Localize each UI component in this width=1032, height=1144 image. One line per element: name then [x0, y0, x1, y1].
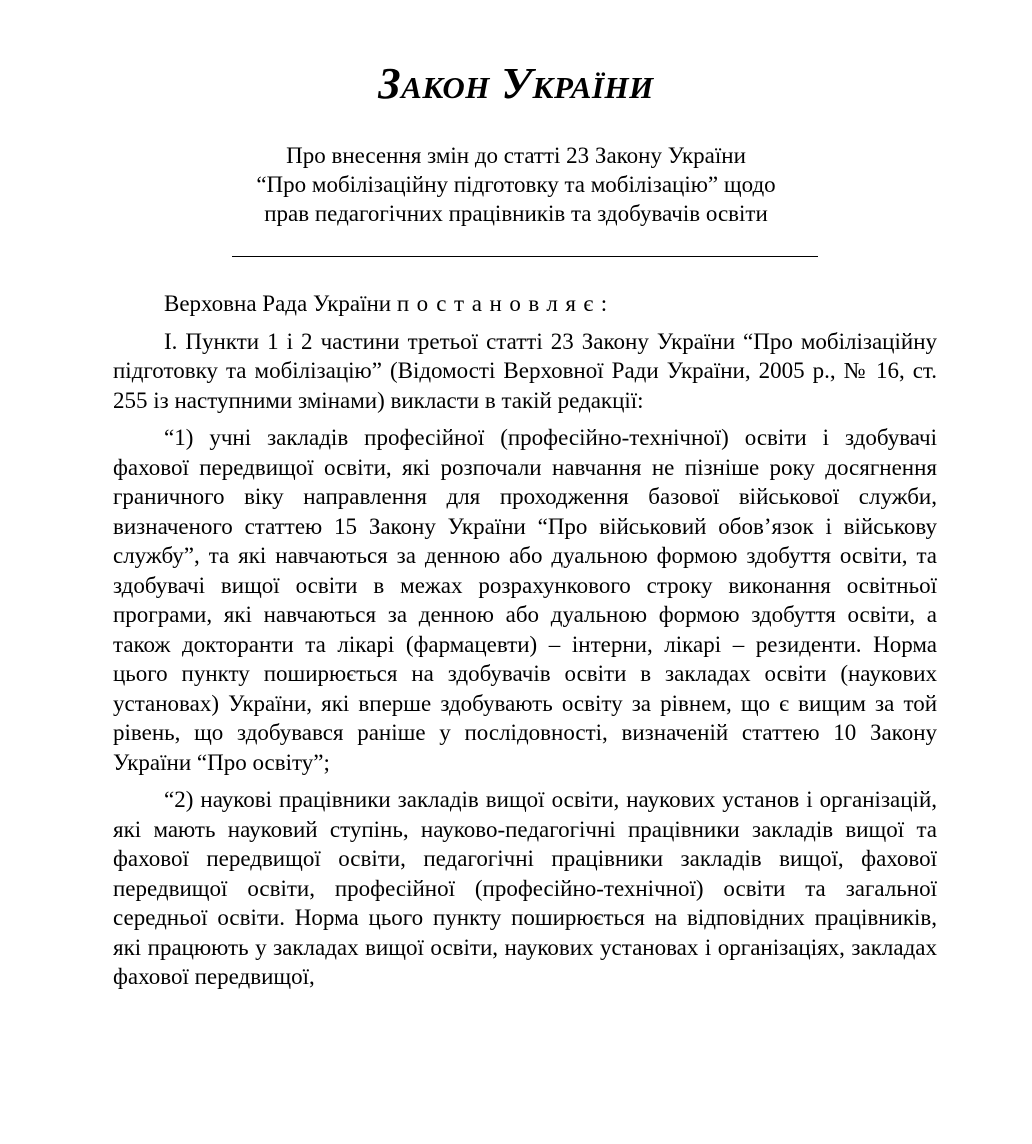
preamble-paragraph: [113, 289, 937, 319]
paragraph-section-1: I. Пункти 1 і 2 частини третьої статті 23 Закону України “Про мобілізаційну підготовку та мобілізацію” (Відомості Верховної Ради України, 2005 р., № 16, ст. 255 із наступними змінами) викласти в такій редакції:: [113, 328, 937, 413]
subtitle-line: “Про мобілізаційну підготовку та мобілізацію” щодо: [256, 172, 776, 197]
preamble-lead: Верховна Рада України: [164, 291, 397, 316]
document-title: Закон України: [378, 59, 654, 108]
document-subtitle: [0, 141, 1032, 228]
document-body: [113, 289, 937, 1000]
subtitle-line: Про внесення змін до статті 23 Закону України: [286, 143, 746, 168]
paragraph-item-2: “2) наукові працівники закладів вищої освіти, наукових установ і організацій, які мають науковий ступінь, науково-педагогічні працівники закладів вищої та фахової передвищої освіти, педагогічні працівники закладів вищої, фахової передвищої освіти, професійної (професійно-технічної) освіти та загальної середньої освіти. Норма цього пункту поширюється на відповідних працівників, які працюють у закладах вищої освіти, наукових установах і організаціях, закладах фахової передвищої,: [113, 787, 937, 989]
preamble-resolution: постановляє:: [396, 291, 615, 316]
paragraph-item-1: “1) учні закладів професійної (професійно-технічної) освіти і здобувачі фахової передвищої освіти, які розпочали навчання не пізніше року досягнення граничного віку направлення для проходження базової військової служби, визначеного статтею 15 Закону України “Про військовий обов’язок і військову службу”, та які навчаються за денною або дуальною формою здобуття освіти, та здобувачі вищої освіти в межах розрахункового строку виконання освітньої програми, які навчаються за денною або дуальною формою здобуття освіти, а також докторанти та лікарі (фармацевти) – інтерни, лікарі – резиденти. Норма цього пункту поширюється на здобувачів освіти в закладах освіти (наукових установах) України, які вперше здобувають освіту за рівнем, що є вищим за той рівень, що здобувався раніше у послідовності, визначеній статтею 10 Закону України “Про освіту”;: [113, 425, 937, 775]
subtitle-line: прав педагогічних працівників та здобувачів освіти: [264, 201, 768, 226]
title-divider: [232, 256, 818, 257]
